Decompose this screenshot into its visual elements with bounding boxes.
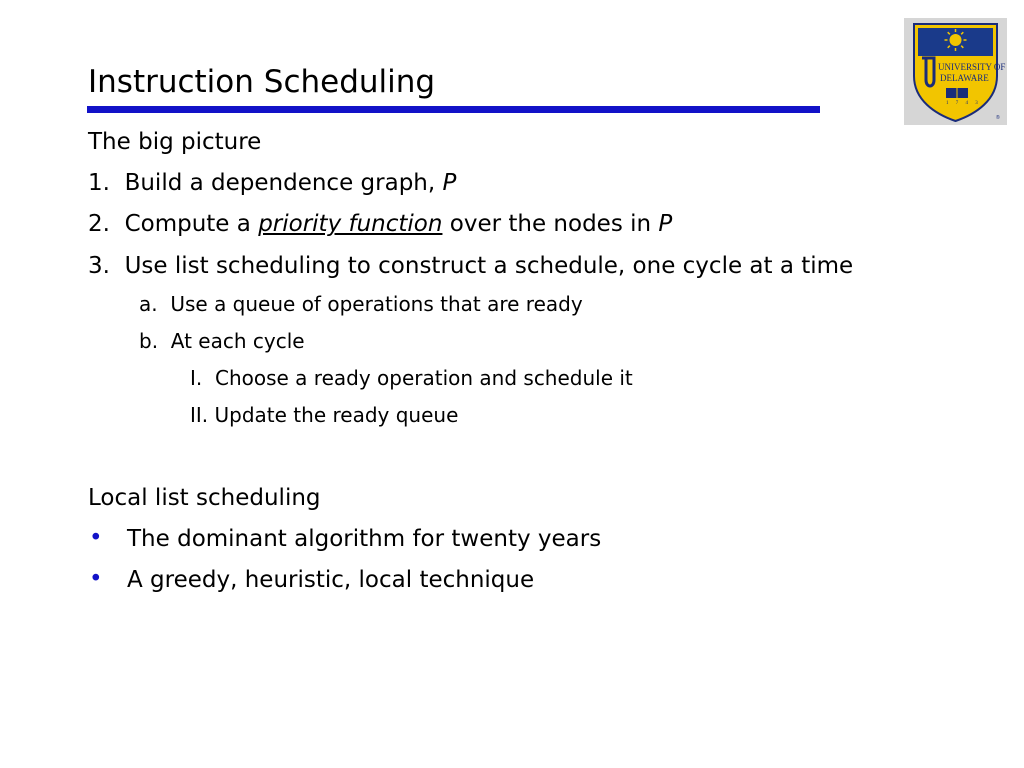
sub-sub-item-label: II. [190, 403, 209, 427]
logo-text-delaware: DELAWARE [940, 73, 989, 83]
sub-sub-item-1 [190, 365, 633, 391]
list-item-2 [88, 209, 672, 239]
bullet-item-1: The dominant algorithm for twenty years [127, 526, 602, 552]
section-heading-local-list: Local list scheduling [88, 485, 321, 511]
list-item-text-after: over the nodes in [442, 211, 659, 237]
list-item-text: Use list scheduling to construct a schedule, one cycle at a time [124, 253, 854, 279]
sub-sub-item-text: Update the ready queue [214, 403, 459, 427]
section-heading-big-picture: The big picture [88, 129, 262, 155]
bullet-dot-icon: • [89, 525, 103, 551]
slide-title: Instruction Scheduling [88, 64, 436, 100]
sub-item-label: a. [139, 292, 158, 316]
sub-sub-item-text: Choose a ready operation and schedule it [214, 366, 633, 390]
sub-item-text: Use a queue of operations that are ready [170, 292, 583, 316]
sub-item-label: b. [139, 329, 159, 353]
priority-function-term: priority function [258, 211, 443, 237]
university-logo [904, 18, 1007, 125]
bullet-item-2: A greedy, heuristic, local technique [127, 567, 535, 593]
list-item-1 [88, 168, 456, 198]
list-item-number: 2. [88, 211, 110, 237]
title-underline-rule [87, 106, 820, 113]
list-item-text: Build a dependence graph, [124, 170, 443, 196]
list-item-emph: P [442, 170, 457, 196]
logo-text-university: UNIVERSITY OF [938, 62, 1006, 72]
sub-item-text: At each cycle [170, 329, 305, 353]
list-item-number: 3. [88, 253, 110, 279]
list-item-3 [88, 251, 853, 281]
sub-sub-item-label: I. [190, 366, 203, 390]
sub-item-a [139, 291, 583, 317]
list-item-emph: P [658, 211, 673, 237]
sub-sub-item-2 [190, 402, 458, 428]
bullet-dot-icon: • [89, 566, 103, 592]
svg-text:®: ® [996, 115, 1000, 121]
list-item-number: 1. [88, 170, 110, 196]
sub-item-b [139, 328, 305, 354]
list-item-text: Compute a [124, 211, 259, 237]
logo-text-year: 1 7 4 3 [946, 101, 981, 106]
